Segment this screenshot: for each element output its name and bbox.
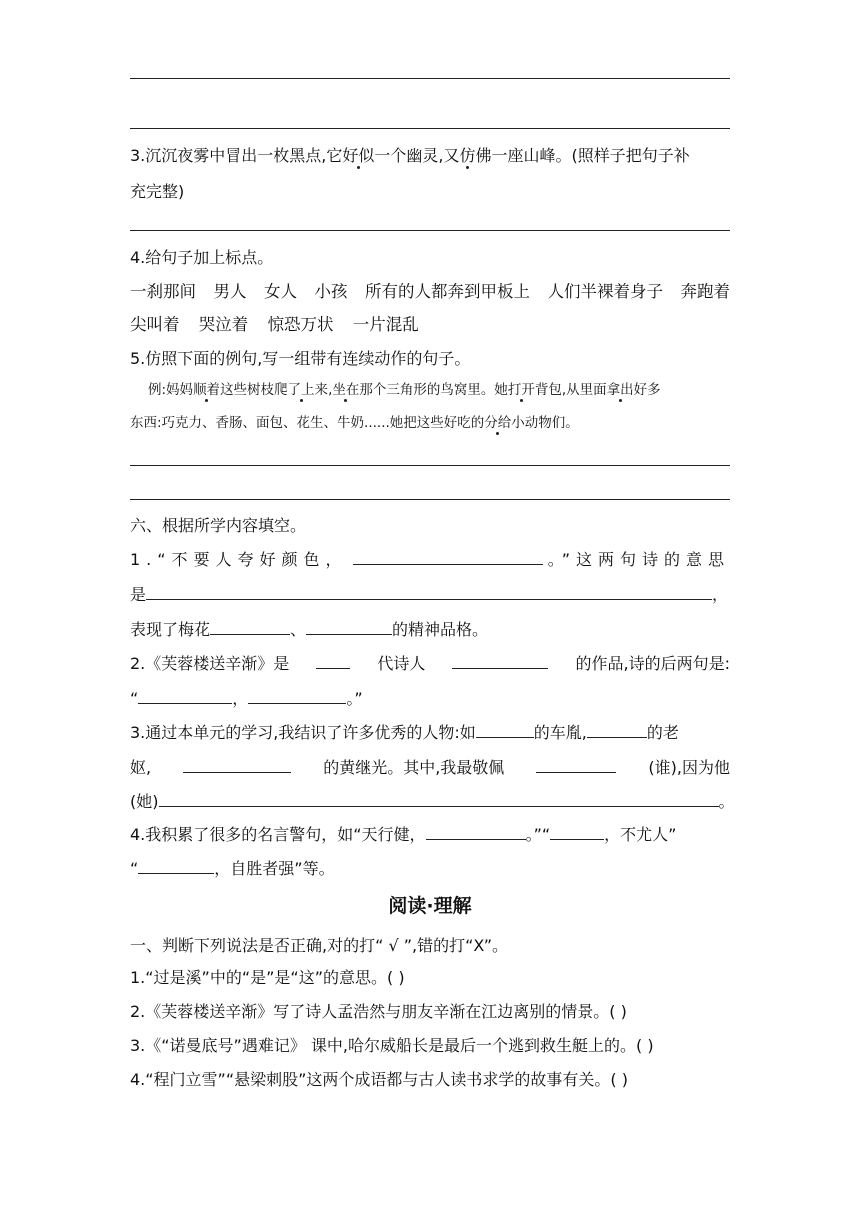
fill-blank[interactable] xyxy=(452,652,548,669)
sec6-q3-line2: 妪, 的黄继光。其中,我最敬佩 (谁),因为他 xyxy=(130,758,730,777)
phrase: 奔跑着 xyxy=(680,282,730,301)
sec6-q3-line1: 3.通过本单元的学习,我结识了许多优秀的人物:如 的车胤, 的老 xyxy=(130,723,679,742)
phrase: 男人 xyxy=(213,282,247,301)
fill-blank[interactable] xyxy=(159,790,719,807)
sec6-q2-line2: “ ， 。” xyxy=(130,689,363,708)
fill-blank[interactable] xyxy=(138,687,232,704)
q5-example: 例:妈妈顺着这些树枝爬了上来,坐在那个三角形的鸟窝里。她打开背包,从里面拿出好多 xyxy=(148,382,661,398)
answer-line xyxy=(130,465,730,466)
fill-blank[interactable] xyxy=(138,857,214,874)
sec6-q1-line3: 表现了梅花 、 的精神品格。 xyxy=(130,620,489,639)
q4-line2 xyxy=(130,313,730,337)
answer-line xyxy=(130,230,730,231)
judge-item: 1.“过是溪”中的“是”是“这”的意思。( ) xyxy=(130,968,405,987)
answer-line xyxy=(130,78,730,79)
judge-item: 3.《“诺曼底号”遇难记》 课中,哈尔威船长是最后一个逃到救生艇上的。( ) xyxy=(130,1036,654,1055)
phrase: 小孩 xyxy=(314,282,348,301)
phrase: 女人 xyxy=(264,282,297,301)
reading-heading: 一、判断下列说法是否正确,对的打“ √ ”,错的打“X”。 xyxy=(130,936,509,955)
fill-blank[interactable] xyxy=(536,756,616,773)
sec6-q1-line2: 是 ， xyxy=(130,585,729,604)
q4-title: 4.给句子加上标点。 xyxy=(130,248,274,267)
fill-blank[interactable] xyxy=(210,618,290,635)
sec6-q1-line1: 1.“不要人夸好颜色， 。”这两句诗的意思 xyxy=(130,550,730,569)
q5-example-cont: 东西:巧克力、香肠、面包、花生、牛奶......她把这些好吃的分给小动物们。 xyxy=(130,415,579,431)
phrase: 惊恐万状 xyxy=(267,315,334,334)
sec6-q3-line3: (她) 。 xyxy=(130,792,735,811)
fill-blank[interactable] xyxy=(550,823,604,840)
fill-blank[interactable] xyxy=(476,721,534,738)
phrase: 一片混乱 xyxy=(352,315,419,334)
q5-title: 5.仿照下面的例句,写一组带有连续动作的句子。 xyxy=(130,349,471,368)
fill-blank[interactable] xyxy=(353,548,543,565)
phrase: 哭泣着 xyxy=(198,315,249,334)
judge-item: 2.《芙蓉楼送辛渐》写了诗人孟浩然与朋友辛渐在江边离别的情景。( ) xyxy=(130,1002,627,1021)
sec6-q4-line1: 4.我积累了很多的名言警句，如“天行健， 。”“ ，不尤人” xyxy=(130,825,677,844)
fill-blank[interactable] xyxy=(306,618,392,635)
fill-blank[interactable] xyxy=(316,652,350,669)
fill-blank[interactable] xyxy=(248,687,346,704)
phrase: 人们半裸着身子 xyxy=(547,282,663,301)
answer-line xyxy=(130,128,730,129)
fill-blank[interactable] xyxy=(587,721,647,738)
phrase: 尖叫着 xyxy=(130,315,180,334)
reading-section-title: 阅读·理解 xyxy=(388,895,472,917)
section6-heading: 六、根据所学内容填空。 xyxy=(130,516,307,535)
dotted-word: 好似 xyxy=(342,146,375,165)
dotted-word: 又仿佛 xyxy=(443,146,492,165)
sec6-q2-line1: 2.《芙蓉楼送辛渐》是 代诗人 的作品,诗的后两句是: xyxy=(130,654,730,673)
fill-blank[interactable] xyxy=(426,823,526,840)
q4-line1 xyxy=(130,280,730,304)
phrase: 所有的人都奔到甲板上 xyxy=(365,282,530,301)
q3-sentence: 3.沉沉夜雾中冒出一枚黑点,它好似一个幽灵,又仿佛一座山峰。(照样子把句子补 xyxy=(130,146,690,165)
phrase: 一刹那间 xyxy=(130,282,196,301)
fill-blank[interactable] xyxy=(146,583,712,600)
answer-line xyxy=(130,499,730,500)
judge-item: 4.“程门立雪”“悬梁刺股”这两个成语都与古人读书求学的故事有关。( ) xyxy=(130,1070,628,1089)
fill-blank[interactable] xyxy=(183,756,291,773)
sec6-q4-line2: “ ，自胜者强”等。 xyxy=(130,859,335,878)
q3-sentence-cont: 充完整) xyxy=(130,182,185,201)
